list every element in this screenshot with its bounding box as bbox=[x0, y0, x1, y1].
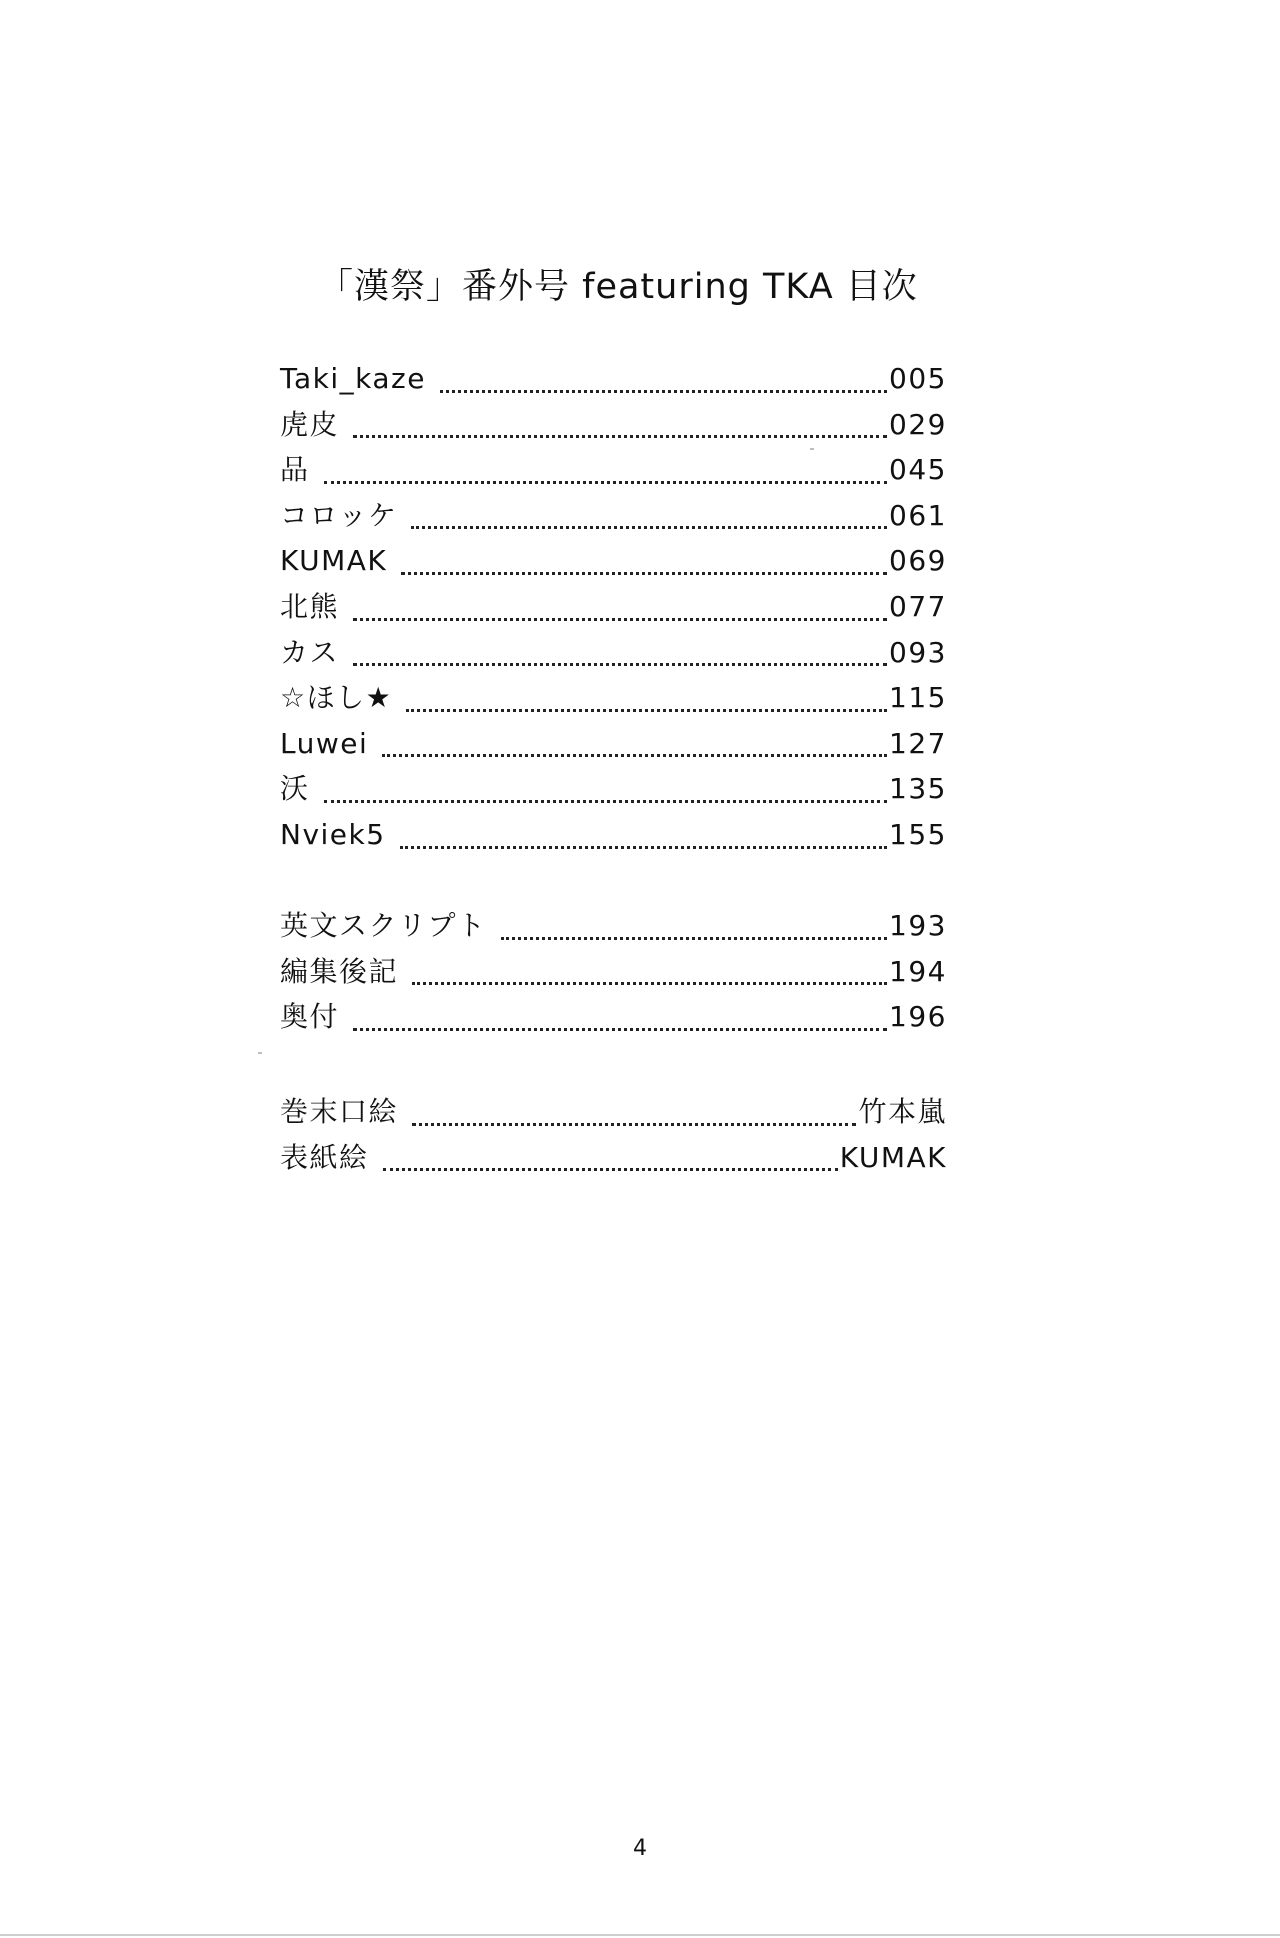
toc-entry-page: 127 bbox=[889, 726, 947, 760]
toc-entry bbox=[280, 1135, 947, 1181]
dot-leader bbox=[382, 754, 887, 757]
toc-entry-artist: 竹本嵐 bbox=[858, 1095, 947, 1128]
toc-entry bbox=[280, 356, 947, 402]
dot-leader bbox=[406, 709, 887, 712]
toc-entry-page: 061 bbox=[889, 498, 947, 532]
toc-entry-label: コロッケ bbox=[280, 498, 398, 532]
toc-entry bbox=[280, 949, 947, 995]
toc-entry-artist: KUMAK bbox=[839, 1140, 947, 1174]
scan-speck bbox=[258, 1052, 262, 1054]
toc-entry-page: 045 bbox=[889, 453, 947, 487]
dot-leader bbox=[401, 572, 887, 575]
toc-entry-label: 英文スクリプト bbox=[280, 909, 487, 942]
toc-entry-label: 沃 bbox=[280, 772, 310, 806]
toc-section-chapters bbox=[280, 356, 947, 858]
toc-entry bbox=[280, 721, 947, 767]
toc-entry-page: 029 bbox=[889, 407, 947, 441]
toc-section-artwork bbox=[280, 1089, 947, 1180]
page-number: 4 bbox=[633, 1836, 647, 1861]
toc-entry-page: 193 bbox=[889, 909, 947, 942]
toc-entry-page: 069 bbox=[889, 544, 947, 578]
dot-leader bbox=[353, 663, 887, 666]
dot-leader bbox=[412, 982, 887, 985]
dot-leader bbox=[501, 937, 888, 940]
toc-entry-label: 品 bbox=[280, 453, 310, 487]
toc-entry bbox=[280, 493, 947, 539]
dot-leader bbox=[353, 1028, 887, 1031]
toc-entry-page: 194 bbox=[889, 954, 947, 988]
toc-entry-label: Taki_kaze bbox=[280, 362, 426, 395]
toc-entry bbox=[280, 1089, 947, 1135]
toc-entry-label: Luwei bbox=[280, 726, 369, 760]
toc-entry-label: 虎皮 bbox=[280, 407, 340, 441]
toc-entry-label: 表紙絵 bbox=[280, 1140, 369, 1174]
dot-leader bbox=[440, 390, 887, 393]
toc-entry bbox=[280, 402, 947, 448]
toc-entry bbox=[280, 538, 947, 584]
toc-entry bbox=[280, 812, 947, 858]
toc-entry bbox=[280, 766, 947, 812]
toc-entry-page: 196 bbox=[889, 1000, 947, 1034]
toc-entry-label: 巻末口絵 bbox=[280, 1095, 399, 1128]
dot-leader bbox=[411, 526, 887, 529]
toc-entry bbox=[280, 994, 947, 1040]
toc-entry-page: 135 bbox=[889, 772, 947, 806]
toc-entry bbox=[280, 584, 947, 630]
toc-entry bbox=[280, 903, 947, 949]
dot-leader bbox=[324, 481, 888, 484]
toc-entry-label: 奥付 bbox=[280, 1000, 340, 1034]
toc-entry-page: 155 bbox=[889, 817, 947, 851]
dot-leader bbox=[353, 618, 887, 621]
dot-leader bbox=[383, 1168, 838, 1171]
dot-leader bbox=[412, 1123, 856, 1126]
scan-speck bbox=[810, 448, 814, 450]
toc-entry bbox=[280, 630, 947, 676]
dot-leader bbox=[324, 800, 888, 803]
toc-entry-label: Nviek5 bbox=[280, 817, 386, 851]
toc-entry-label: カス bbox=[280, 635, 340, 669]
toc-entry-label: 編集後記 bbox=[280, 954, 399, 988]
toc-title: 「漢祭」番外号 featuring TKA 目次 bbox=[318, 267, 918, 307]
dot-leader bbox=[400, 846, 887, 849]
toc-entry-label: KUMAK bbox=[280, 544, 388, 578]
toc-entry-page: 115 bbox=[889, 681, 947, 715]
toc-entry-page: 077 bbox=[889, 589, 947, 623]
toc-section-appendix bbox=[280, 903, 947, 1040]
toc-entry-page: 005 bbox=[889, 362, 947, 395]
toc-entry-label: ☆ほし★ bbox=[280, 681, 393, 715]
toc-entry-label: 北熊 bbox=[280, 589, 340, 623]
toc-entry-page: 093 bbox=[889, 635, 947, 669]
scan-edge-line bbox=[0, 1934, 1280, 1936]
toc-entry bbox=[280, 447, 947, 493]
toc-entry bbox=[280, 675, 947, 721]
dot-leader bbox=[353, 435, 887, 438]
